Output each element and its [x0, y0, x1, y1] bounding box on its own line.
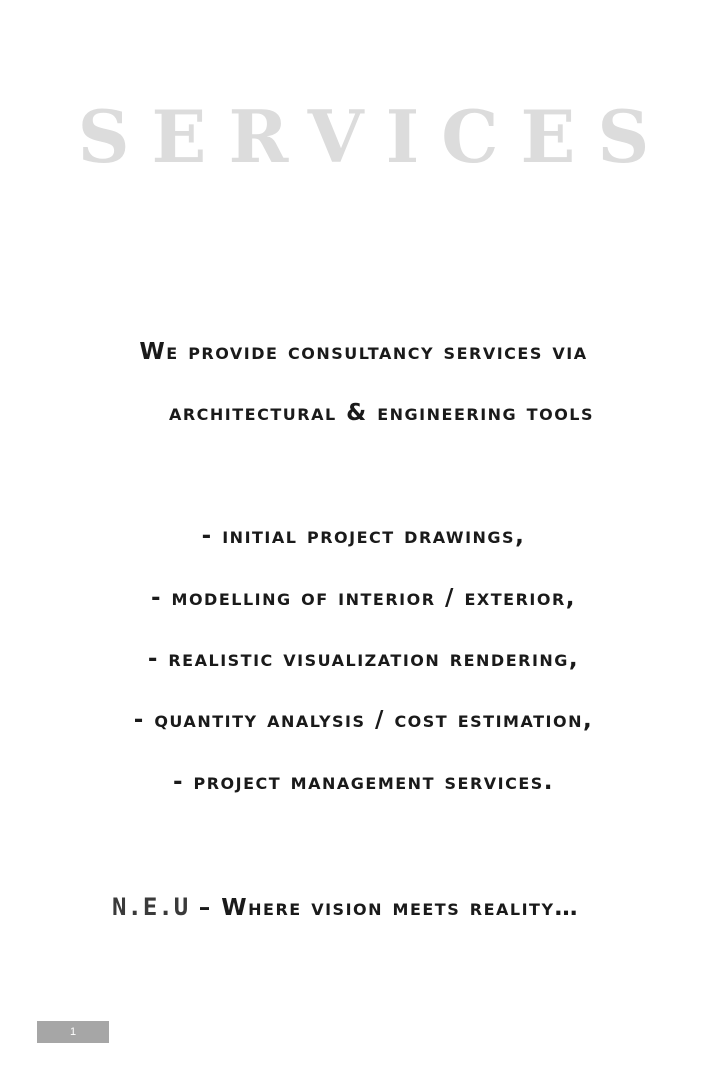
tagline-separator: –: [189, 895, 222, 921]
brand-name: N.E.U: [112, 893, 190, 921]
page-number: 1: [37, 1021, 109, 1043]
page-title: SERVICES: [77, 94, 672, 179]
tagline-text: Where vision meets reality…: [221, 895, 580, 921]
service-item: - initial project drawings,: [201, 523, 526, 549]
service-item: - quantity analysis / cost estimation,: [133, 707, 594, 733]
intro-line-1: We provide consultancy services via: [139, 339, 588, 365]
service-item: - modelling of interior / exterior,: [150, 585, 577, 611]
service-item: - project management services.: [172, 769, 555, 795]
tagline: [112, 890, 579, 925]
intro-line-2: architectural & engineering tools: [168, 400, 595, 426]
service-item: - realistic visualization rendering,: [147, 646, 580, 672]
